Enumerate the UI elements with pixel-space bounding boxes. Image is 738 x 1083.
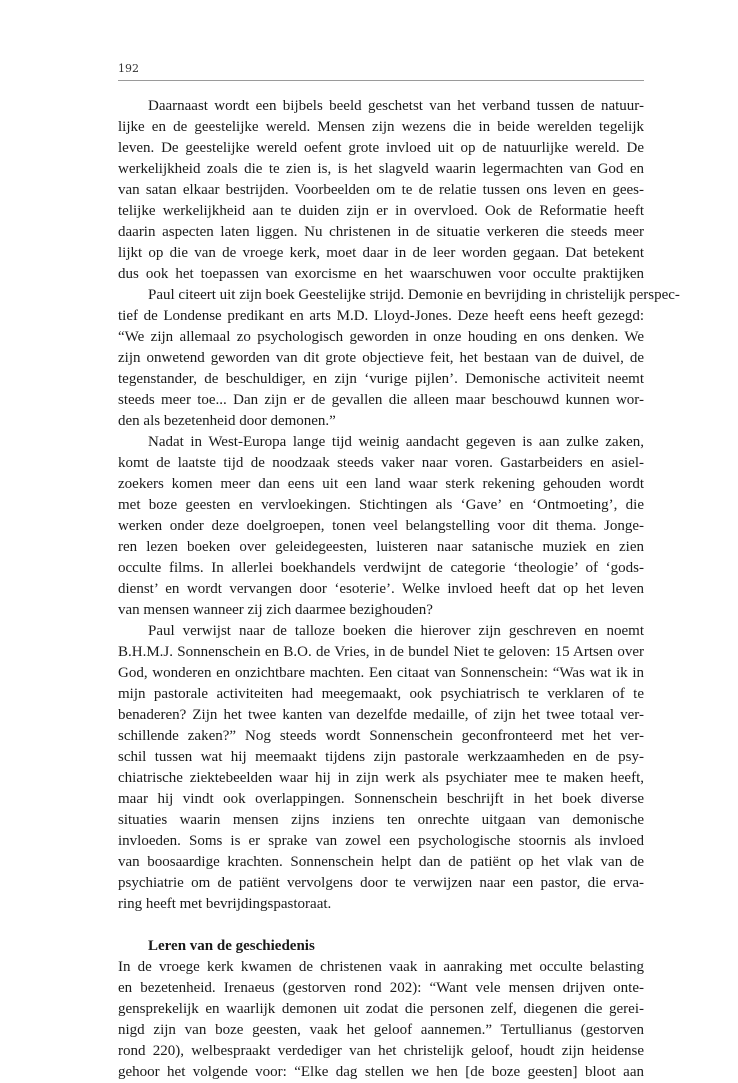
text-line: van mensen wanneer zij zich daarmee bezighouden? <box>118 602 433 618</box>
text-line: van boosaardige krachten. Sonnenschein helpt dan de patiënt op het vlak van de <box>118 854 644 870</box>
text-line: Nadat in West-Europa lange tijd weinig aandacht gegeven is aan zulke zaken, <box>148 434 644 450</box>
text-line: gehoor het volgende voor: “Elke dag stellen we hen [de boze geesten] bloot aan <box>118 1064 644 1080</box>
text-line: werken onder deze doelgroepen, tonen veel belangstelling voor dit thema. Jonge- <box>118 518 644 534</box>
text-line: ring heeft met bevrijdingspastoraat. <box>118 896 332 912</box>
text-line: rond 220), welbespraakt verdediger van het christelijk geloof, houdt zijn heidense <box>118 1043 644 1059</box>
text-line: zoekers komen meer dan eens uit een land waar sterk rekening gehouden wordt <box>118 476 644 492</box>
text-line: God, wonderen en onzichtbare machten. Een citaat van Sonnenschein: “Was wat ik in <box>118 665 644 681</box>
text-line: van satan elkaar bestrijden. Voorbeelden om te de relatie tussen ons leven en gees- <box>118 182 644 198</box>
text-line: lijkt op die van de vroege kerk, moet daar in de leer worden gegaan. Dat betekent <box>118 245 644 261</box>
text-line: schillende zaken?” Nog steeds wordt Sonnenschein geconfronteerd met het ver- <box>118 728 644 744</box>
section-heading: Leren van de geschiedenis <box>148 938 315 954</box>
text-line: ren lezen boeken over geleidegeesten, luisteren naar satanische muziek en zien <box>118 539 644 555</box>
text-line: komt de laatste tijd de noodzaak steeds vaker naar voren. Gastarbeiders en asiel- <box>118 455 644 471</box>
text-line: daarin aspecten laten liggen. Nu christenen in de situatie verkeren die steeds meer <box>118 224 644 240</box>
text-line: met boze geesten en vervloekingen. Stichtingen als ‘Gave’ en ‘Ontmoeting’, die <box>118 497 644 513</box>
text-line: Paul citeert uit zijn boek Geestelijke strijd. Demonie en bevrijding in christelijk perspec- <box>148 287 680 303</box>
text-line: Daarnaast wordt een bijbels beeld geschetst van het verband tussen de natuur- <box>148 98 644 114</box>
text-line: schil tussen wat hij meemaakt tijdens zijn pastorale werkzaamheden en de psy- <box>118 749 644 765</box>
text-line: mijn pastorale activiteiten had meegemaakt, ook psychiatrisch te verklaren of te <box>118 686 644 702</box>
text-line: lijke en de geestelijke wereld. Mensen zijn wezens die in beide werelden tegelijk <box>118 119 644 135</box>
text-line: psychiatrie om de patiënt vervolgens door te verwijzen naar een pastor, die erva- <box>118 875 644 891</box>
text-line: situaties waarin mensen zijns inziens ten onrechte uitgaan van demonische <box>118 812 644 828</box>
text-line: den als bezetenheid door demonen.” <box>118 413 336 429</box>
text-line: gensprekelijk en waarlijk demonen uit zodat die personen zelf, diegenen die gerei- <box>118 1001 644 1017</box>
text-line: “We zijn allemaal zo psychologisch geworden in onze houding en ons denken. We <box>118 329 644 345</box>
page-header <box>118 62 644 81</box>
body-text <box>118 96 680 1083</box>
text-line: tegenstander, de beschuldiger, en zijn ‘vurige pijlen’. Demonische activiteit neemt <box>118 371 644 387</box>
text-line: tief de Londense predikant en arts M.D. Lloyd-Jones. Deze heeft eens heeft gezegd: <box>118 308 644 324</box>
text-line: steeds meer toe... Dan zijn er de gevallen die alleen maar beschouwd kunnen wor- <box>118 392 644 408</box>
text-line: B.H.M.J. Sonnenschein en B.O. de Vries, in de bundel Niet te geloven: 15 Artsen over <box>118 644 644 660</box>
text-line: zijn onwetend geworden van dit grote objectieve feit, het bestaan van de duivel, de <box>118 350 644 366</box>
text-line: en bezetenheid. Irenaeus (gestorven rond 202): “Want vele mensen drijven onte- <box>118 980 644 996</box>
text-line: telijke werkelijkheid aan te duiden zijn er in overvloed. Ook de Reformatie heeft <box>118 203 644 219</box>
text-line: chiatrische ziektebeelden waar hij in zijn werk als psychiater mee te maken heeft, <box>118 770 644 786</box>
text-line: Paul verwijst naar de talloze boeken die hierover zijn geschreven en noemt <box>148 623 644 639</box>
text-line: werkelijkheid zoals die te zien is, is het slagveld waarin legermachten van God en <box>118 161 644 177</box>
page-number: 192 <box>118 62 139 75</box>
text-line: benaderen? Zijn het twee kanten van dezelfde medaille, of zijn het twee totaal ver- <box>118 707 644 723</box>
text-line: dienst’ en wordt vervangen door ‘esoterie’. Welke invloed heeft dat op het leven <box>118 581 644 597</box>
text-line: nigd zijn van boze geesten, vaak het geloof aannemen.” Tertullianus (gestorven <box>118 1022 644 1038</box>
main-paragraphs <box>118 96 680 915</box>
text-line: occulte films. In allerlei boekhandels verdwijnt de categorie ‘theologie’ of ‘gods- <box>118 560 644 576</box>
section-paragraphs <box>118 957 644 1083</box>
text-line: invloeden. Soms is er sprake van zowel een psychologische stoornis als invloed <box>118 833 644 849</box>
text-line: dus ook het toepassen van exorcisme en het waarschuwen voor occulte praktijken <box>118 266 644 282</box>
text-line: In de vroege kerk kwamen de christenen vaak in aanraking met occulte belasting <box>118 959 644 975</box>
text-line: maar hij vindt ook overlappingen. Sonnenschein beschrijft in het boek diverse <box>118 791 644 807</box>
text-line: leven. De geestelijke wereld oefent grote invloed uit op de natuurlijke wereld. De <box>118 140 644 156</box>
section-gap <box>118 915 644 936</box>
